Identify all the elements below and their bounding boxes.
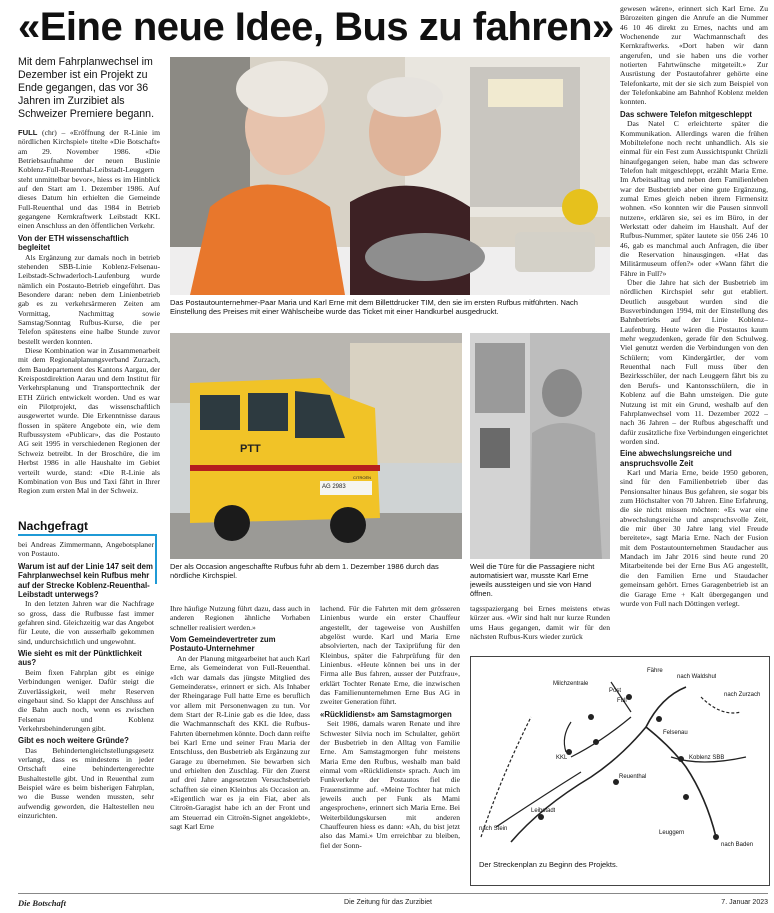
interview-intro: bei Andreas Zimmermann, Angebotsplaner von Postauto. [18,540,154,559]
dateline: FULL [18,128,38,137]
map-caption: Der Streckenplan zu Beginn des Projekts. [479,860,618,869]
body-text: Als Ergänzung zur damals noch in betrieb stehenden SBB-Linie Koblenz-Felsenau-Leibstadt-Schwaderloch-Laufenburg wurde nämlich ein Postauto-Betrieb eingeführt. Das Besondere daran: neben dem Linienbetrieb gab es zu verkehrsärmeren Zeiten am Vormittag, Nachmittag sowie Samstag/Sonntag Rufbus-Kurse, die per Telefon spätestens eine halbe Stunde zuvor bestellt werden konnten. [18,252,160,346]
body-text: Karl und Maria Erne, beide 1950 geboren, sind für den Familienbetrieb über das Pensionsalter hinaus Bus gefahren, sie sogar bis zum Höchstalter von 70 Jahren. Eine Erfahrung, die sie nicht missen möchten: «Es war eine abwechslungsreiche und anspruchsvolle Zeit, die mir über 30 Jahre lang viel Freude bereitete», sagt Maria Erne. Nach der Fusion mit dem Postautounternehmen Staudacher aus Mandach im Jahr 2016 sind heute rund 20 Mitarbeitende bei der Erne Bus AG angestellt, die den Familien Erne und Staudacher gemeinsam gehört. Ernes Garagenbetrieb ist an die Garage Erne + Kalt übergegangen und wurde von Full nach Döttingen verlegt. [620,468,768,608]
map-label-leibstadt: Leibstadt [531,808,556,814]
subheading-telefon: Das schwere Telefon mitgeschleppt [620,109,753,119]
map-label-zurzach: nach Zurzach [724,692,761,698]
footer-tagline: Die Zeitung für das Zurzibiet [344,899,432,906]
body-text: Über die Jahre hat sich der Busbetrieb im nördlichen Kirchspiel sehr gut etabliert. Deutlich ausgebaut wurden sind die Busverbindungen 1994, mit der Einstellung des Bahnbetriebs auf der Linie Koblenz–Laufenburg. Heute wären die Postautos kaum mehr wegzudenken, gerade für den Schulweg. Viel genutzt werden die Verbindungen von den Schülern; vom Kindergärtler, der vom Reuenthal nach Full muss über den Bezirksschüler, der nach Leuggern fährt bis zu den Berufs- und Kantonsschülern, die in Koblenz auf die Bahn umsteigen. Die gute Nutzung ist mit ein Grund, weshalb auf den Fahrplanwechsel vom 11. Dezember 2022 – nach 36 Jahren – der Rufbus abgeschafft und dafür zusätzliche fixe Verbindungen eingerichtet worden sind. [620,278,768,446]
bus-brand: CITROËN [353,475,371,480]
caption-bus: Der als Occasion angeschaffte Rufbus fuhr ab dem 1. Dezember 1986 durch das nördliche Kirchspiel. [170,562,439,580]
map-label-felsenau: Felsenau [663,730,688,736]
body-text: tagsspaziergang bei Ernes meistens etwas kürzer aus. «Wir sind halt nur kurze Runden ums Haus gegangen, damit wir für den nächsten Rufbus-Kurs wieder zurück [470,604,610,642]
body-text: Das Natel C erleichterte später die Kommunikation. Allerdings waren die frühen Mobiltelefone noch recht unhandlich. Als sie einmal für ein Fest zum Aussichtspunkt Chrüzli hinaufgegangen seien, habe man das schwere Telefon halt mitgeschleppt, erzählt Maria Erne. Im Arbeitsalltag und neben dem Familienleben war der Busbetrieb aber eine gute Ergänzung, zumal Ernes gleich neben ihrem Firmensitz wohnen. «So konnten wir die Pausen sinnvoll nutzen», erklären sie, sei es im Büro, in der Werkstatt oder daheim im Haushalt. Auf der Rufbus-Nummer, später lautete sie 056 246 10 46, gab es manchmal auch Anfragen, die über die Reservation hinausgingen. «Hat das Militärmuseum offen?» oder «Wann fährt die Fähre in Full?» [620,119,768,278]
interview-question: Wie sieht es mit der Pünktlichkeit aus? [18,649,142,668]
map-label-leuggern: Leuggern [659,830,685,836]
map-label-muehle: Milchzentrale [553,681,589,687]
article-column-1 [18,128,160,502]
photo-door [470,333,610,559]
bus-ptt-label: PTT [240,443,261,455]
lead-paragraph: Mit dem Fahrplanwechsel im Dezember ist ein Projekt zu Ende gegangen, das vor 36 Jahren im Zurzibiet als Schweizer Premiere begann. [18,56,155,120]
body-text: An der Planung mitgearbeitet hat auch Karl Erne, als Gemeinderat von Full-Reuenthal. «Ich war damals das jüngste Mitglied des Gemeinderats», erinnert er sich. Als Inhaber der Rheingarage Full hatte Erne es beruflich vor allem mit Personenwagen zu tun. Vor dem Start der R-Linie gab es die Idee, dass die Wachmannschaft des KKL die Rufbus-Fahrten übernehmen könnte. Doch dann reifte bei Karl Erne und seiner Frau Maria der Entschluss, den Busbetrieb als Ergänzung zur Garage zu übernehmen. Sie bewarben sich und erhielten den Zuschlag. Für den Zuerst auf drei Jahre angesetzten Versuchsbetrieb schafften sie einen Kleinbus als Occasion an. «Eigentlich war es ja ein Fiat, aber als Citroën-Garagist habe ich an der Front und am Steuerrad ein Citroën-Signet angeklebt», sagt Karl Erne [170,653,310,832]
intro-text: (chr) – «Eröffnung der R-Linie im nördlichen Kirchspiel» titelte «Die Botschaft» am 29. November 1986. «Die Betriebsaufnahme der neuen Buslinie Koblenz-Full-Reuenthal-Leibstadt-Leuggern steht unmittelbar bevor», hiess es im Hinblick auf den Start am 1. Dezember 1986. Auf dieses Datum hin erhielten die Gemeinde Full-Reuenthal und das 1984 in Betrieb gegangene Kernkraftwerk Leibstadt KKL einen Anschluss an den öffentlichen Verkehr. [18,128,160,231]
footer-date: 7. Januar 2023 [721,899,768,906]
article-column-4 [320,604,460,896]
map-label-reuenthal: Reuenthal [619,774,647,780]
map-label-koblenz: Koblenz SBB [689,755,725,761]
map-label-stein: nach Stein [479,826,508,832]
door-photo-illustration [470,333,610,559]
body-text: Ihre häufige Nutzung führt dazu, dass auch in anderen Regionen ähnliche Vorhaben schneller realisiert werden.» [170,604,310,632]
subheading-ruecklidienst: «Rücklidienst» am Samstagmorgen [320,709,452,719]
map-label-full: Full [617,698,627,704]
subheading-gemeindevertreter: Vom Gemeindevertreter zum Postauto-Unternehmer [170,635,276,654]
bus-photo-illustration [170,333,462,559]
footer-rule [18,893,768,894]
caption-door: Weil die Türe für die Passagiere nicht automatisiert war, musste Karl Erne jeweils aussteigen und sie von Hand öffnen. [470,562,595,598]
interview-answer: Beim fixen Fahrplan gibt es einige Verbindungen weniger. Dafür steigt die Zuverlässigkeit, weil mehr Reserven eingebaut sind. So klappt der Anschluss auf die Bahn auch noch, wenn es zwischen Felsenau und Koblenz Verkehrsbehinderungen gibt. [18,667,154,733]
headline: «Eine neue Idee, Bus zu fahren» [18,5,614,49]
body-text: gewesen wären», erinnert sich Karl Erne. Zu Bürozeiten gingen die Anrufe an die Nummer 46 10 46 direkt zu Ernes, nachts und am Wochenende zur Wachmannschaft des Kernkraftwerks. «Dort haben wir dann angerufen, und sie haben uns die vorher notierten Fahrtwünsche mitgeteilt.» Zur Ausrüstung der Postautofahrer gehörte eine Telefonkarte, mit der sie sich zum Beispiel von der Telefonkabine am Bahnhof Koblenz melden konnten. [620,4,768,107]
body-text: Seit 1986, damals waren Renate und ihre Schwester Silvia noch im Schulalter, gehört der Busbetrieb in den Alltag von Familie Erne. Am Samstagmorgen fuhr meistens Maria Erne den Rufbus, weshalb man bald einmal vom «Rücklidienst» sprach. Auch im Funkverkehr der Postautos fiel die Frauenstimme auf. «Meine Tochter hat mich jeweils auch per Funk als Mami angesprochen», erinnert sich Maria Erne. Bei Weiterbildungskursen mit anderen Chauffeuren hiess es dann: «Ah, du bist jetzt also das Mami.» Um erreichbar zu bleiben, fiel der Sonn- [320,719,460,850]
nachgefragt-title: Nachgefragt [18,519,89,533]
map-label-kkl: KKL [556,755,568,761]
article-column-5 [470,604,610,644]
map-label-post: Post [609,688,622,694]
subheading-eth: Von der ETH wissenschaftlich begleitet [18,233,129,253]
map-label-faehre: Fähre [647,668,663,674]
body-text: Diese Kombination war in Zusammenarbeit mit dem Regionalplanungsverband Zurzach, dem Baudepartement des Kantons Aargau, der Kreispostdirektion Aarau und dem Institut für Verkehrsplanung und Transporttechnik der ETH Zürich entwickelt worden. Und es war ein Pilotprojekt, das wissenschaftlich ausgewertet wurde. Die Erkenntnisse daraus flossen in spätere Angebote ein, wie dem Rufbussystem «Publicar», das die Postauto AG seit 1995 in verschiedenen Regionen der Schweiz betreibt. In der Broschüre, die im Herbst 1986 in alle Haushalte im Gebiet verteilt wurde, stand: «Die R-Linie als Kombination von Bus und Taxi fährt in Ihrer Region zum ersten Mal in der Schweiz. [18,346,160,496]
map-label-baden: nach Baden [721,842,754,848]
photo-bus [170,333,462,559]
footer-logo: Die Botschaft [18,898,66,908]
interview-answer: Das Behindertengleichstellungsgesetz verlangt, dass es mindestens in jeder Ortschaft eine behindertengerechte Bushaltestelle gibt. Und in Reuenthal zum Beispiel wäre es beim bisherigen Fahrplan, wo die Busse wenden mussten, sehr aufwendig geworden, die Haltestellen neu einzurichten. [18,745,154,821]
nachgefragt-box [18,540,154,885]
route-map [470,656,770,886]
interview-question: Warum ist auf der Linie 147 seit dem Fahrplanwechsel kein Rufbus mehr auf der Strecke Koblenz-Reuenthal-Leibstadt unterwegs? [18,561,153,599]
bus-plate: AG 2983 [322,484,346,490]
interview-answer: In den letzten Jahren war die Nachfrage so gross, dass die Rufbusse fast immer gefahren sind. Gleichzeitig war das Angebot für Leute, die von ausserhalb gekommen sind, undurchsichtlich und ungewohnt. [18,599,154,646]
article-column-6 [620,4,768,646]
box-top-rule [18,534,156,536]
box-side-rule [155,534,157,584]
caption-couple: Das Postautounternehmer-Paar Maria und Karl Erne mit dem Billettdrucker TIM, den sie im ersten Rufbus mitführten. Nach Einstellung des Preises mit einer Wählscheibe wurde das Ticket mit einer Handkurbel ausgedruckt. [170,298,578,316]
subheading-abwechslungsreich: Eine abwechslungsreiche und anspruchsvolle Zeit [620,449,732,468]
article-column-3 [170,604,310,896]
photo-couple [170,57,610,295]
map-label-waldshut: nach Waldshut [677,674,717,680]
body-text: lachend. Für die Fahrten mit dem grösseren Linienbus wurde ein erster Chauffeur angestellt, der tageweise von Aushilfen abgelöst wurde. Karl und Maria Erne absolvierten, nach der Taxiprüfung für den Kleinbus, später die Fahrprüfung für den Linienbus. «Heute können bei uns in der Firma alle Bus fahren, ausser der Putzfrau», erklärt Tochter Renate Erne, die inzwischen das Familienunternehmen Erne Bus AG in zweiter Generation führt. [320,604,460,707]
interview-question: Gibt es noch weitere Gründe? [18,736,129,746]
couple-photo-illustration [170,57,610,295]
